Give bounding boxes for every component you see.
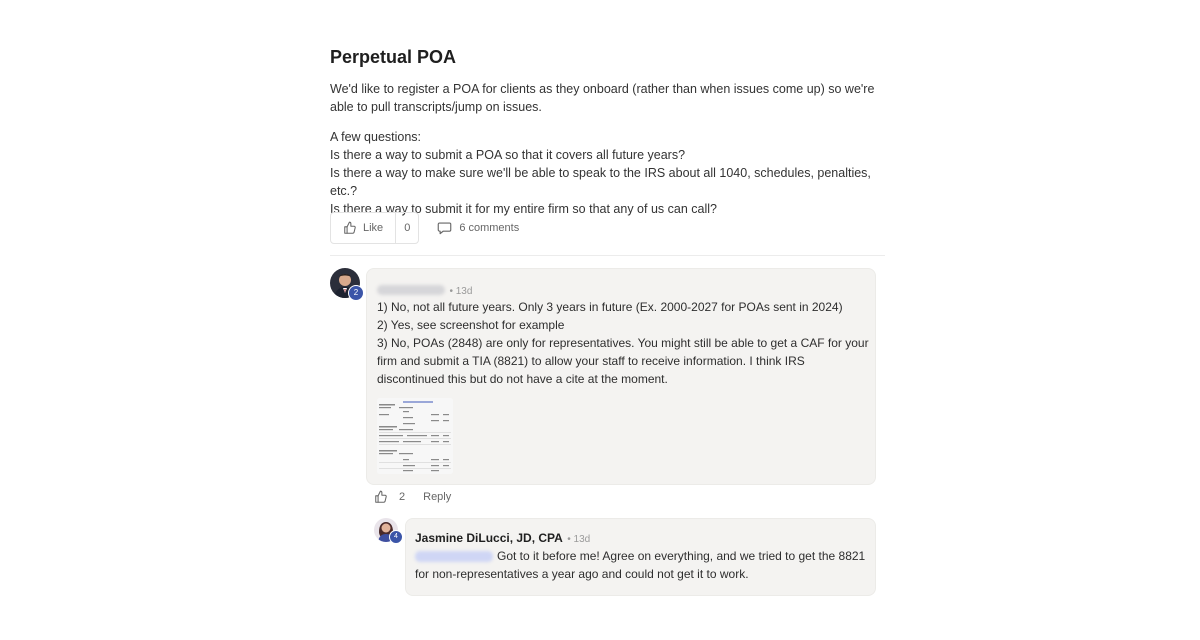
avatar[interactable] [330, 268, 360, 298]
comment-line-5: discontinued this but do not have a cite at the moment. [377, 372, 668, 386]
questions-header: A few questions: [330, 130, 422, 144]
thumbs-up-icon [343, 221, 357, 235]
post-intro: We'd like to register a POA for clients as they onboard (rather than when issues come up) so we're able to pull transcripts/jump on issues. [330, 82, 875, 114]
comment-actions [374, 490, 451, 504]
question-1: Is there a way to submit a POA so that it covers all future years? [330, 148, 686, 162]
author-name[interactable]: Jasmine DiLucci, JD, CPA [415, 531, 563, 545]
post-questions [330, 128, 885, 218]
comment-like-count: 2 [399, 491, 406, 503]
comment-bubble [366, 268, 876, 485]
level-badge: 4 [389, 530, 403, 544]
reply-bubble [405, 518, 876, 596]
question-3: Is there a way to submit it for my entire firm so that any of us can call? [330, 202, 717, 216]
question-2: Is there a way to make sure we'll be able to speak to the IRS about all 1040, schedules, penalties, etc.? [330, 166, 871, 198]
comment-time: • 13d [449, 286, 473, 297]
reply-button[interactable]: Reply [423, 491, 452, 503]
comment-line-1: 1) No, not all future years. Only 3 years in future (Ex. 2000-2027 for POAs sent in 2024) [377, 300, 843, 314]
comment-line-4: firm and submit a TIA (8821) to allow your staff to receive information. I think IRS [377, 354, 805, 368]
thumbs-up-icon[interactable] [374, 490, 388, 504]
post [330, 40, 885, 234]
reply-line-2: for non-representatives a year ago and could not get it to work. [415, 567, 749, 581]
speech-bubble-icon [437, 221, 452, 235]
like-count: 0 [404, 222, 411, 234]
reply-line-1-text: Got to it before me! Agree on everything, and we tried to get the 8821 [497, 549, 866, 563]
reply-line-1 [415, 547, 870, 565]
comment-line-3: 3) No, POAs (2848) are only for representatives. You might still be able to get a CAF for your [377, 336, 869, 350]
like-button[interactable] [331, 213, 396, 243]
divider [330, 255, 885, 256]
screenshot-attachment[interactable] [377, 398, 453, 474]
author-name-redacted[interactable] [377, 285, 445, 295]
reply-text [415, 547, 870, 583]
comment-text [377, 298, 872, 388]
post-title: Perpetual POA [330, 47, 457, 67]
comments-label: 6 comments [459, 222, 520, 234]
avatar[interactable] [374, 518, 398, 542]
comments-button[interactable] [437, 221, 519, 235]
comment-time: • 13d [567, 534, 591, 545]
like-box [330, 212, 419, 244]
level-badge: 2 [348, 285, 364, 301]
like-label: Like [363, 222, 384, 234]
comment-line-2: 2) Yes, see screenshot for example [377, 318, 565, 332]
post-body [330, 80, 885, 218]
post-actions [330, 212, 519, 244]
mention-redacted[interactable] [415, 551, 493, 562]
